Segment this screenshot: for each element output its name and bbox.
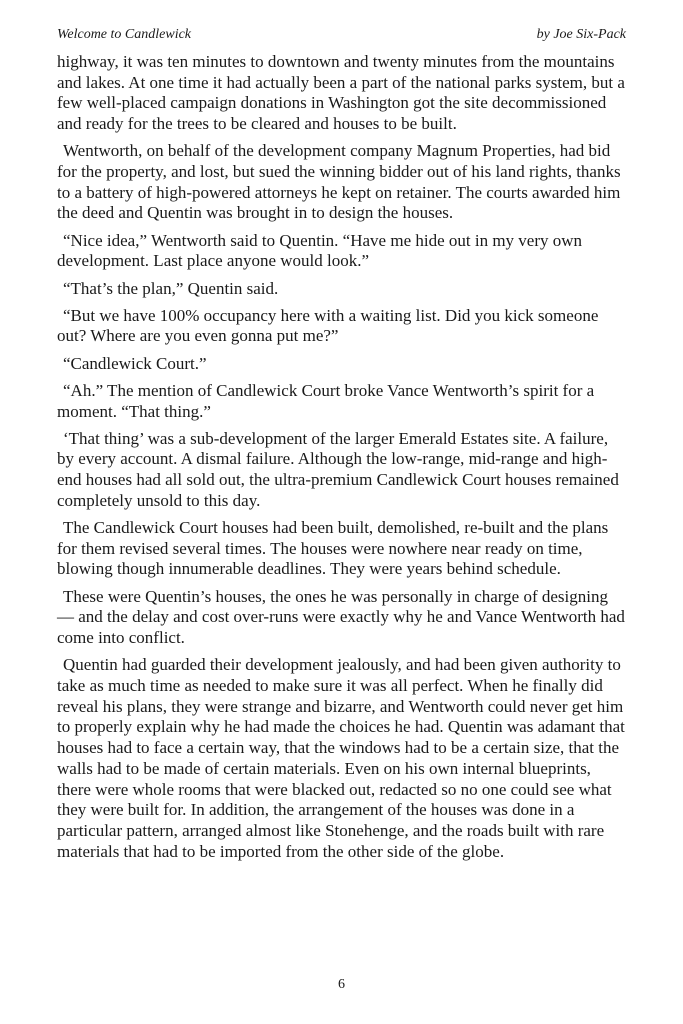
running-header [57,27,626,45]
author-byline: by Joe Six-Pack [536,27,626,42]
paragraph: These were Quentin’s houses, the ones he was personally in charge of designing — and the delay and cost over-runs were exactly why he and Vance Wentworth had come into conflict. [57,586,625,648]
paragraph: “That’s the plan,” Quentin said. [63,278,279,298]
body-text [57,52,629,869]
page-number: 6 [338,977,345,992]
paragraph: The Candlewick Court houses had been built, demolished, re-built and the plans for them revised several times. The houses were nowhere near ready on time, blowing though innumerable deadlines. They were years behind schedule. [57,518,609,579]
paragraph: “Ah.” The mention of Candlewick Court broke Vance Wentworth’s spirit for a moment. “That thing.” [57,380,595,421]
paragraph: Wentworth, on behalf of the development company Magnum Properties, had bid for the property, and lost, but sued the winning bidder out of his land rights, thanks to a battery of high-powered attorneys he kept on retainer. The courts awarded him the deed and Quentin was brought in to design the houses. [57,141,621,223]
book-title: Welcome to Candlewick [57,27,192,42]
paragraph: “But we have 100% occupancy here with a waiting list. Did you kick someone out? Where are you even gonna put me?” [57,305,599,346]
paragraph: “Nice idea,” Wentworth said to Quentin. “Have me hide out in my very own development. Last place anyone would look.” [57,230,583,271]
paragraph: “Candlewick Court.” [63,353,207,373]
paragraph: ‘That thing’ was a sub-development of the larger Emerald Estates site. A failure, by every account. A dismal failure. Although the low-range, mid-range and high-end houses had all sold out, the ultra-premium Candlewick Court houses remained completely unsold to this day. [57,428,619,510]
paragraph: highway, it was ten minutes to downtown and twenty minutes from the mountains and lakes. At one time it had actually been a part of the national parks system, but a few well-placed campaign donations in Washington got the site decommissioned and ready for the trees to be cleared and houses to be built. [57,52,625,134]
paragraph: Quentin had guarded their development jealously, and had been given authority to take as much time as needed to make sure it was all perfect. When he finally did reveal his plans, they were strange and bizarre, and Wentworth could never get him to properly explain why he had made the choices he had. Quentin was adamant that houses had to face a certain way, that the windows had to be a certain size, that the walls had to be made of certain materials. Even on his own internal blueprints, there were whole rooms that were blacked out, redacted so no one could see what they were built for. In addition, the arrangement of the houses was done in a particular pattern, arranged almost like Stonehenge, and the roads built with rare materials that had to be imported from the other side of the globe. [57,655,625,861]
